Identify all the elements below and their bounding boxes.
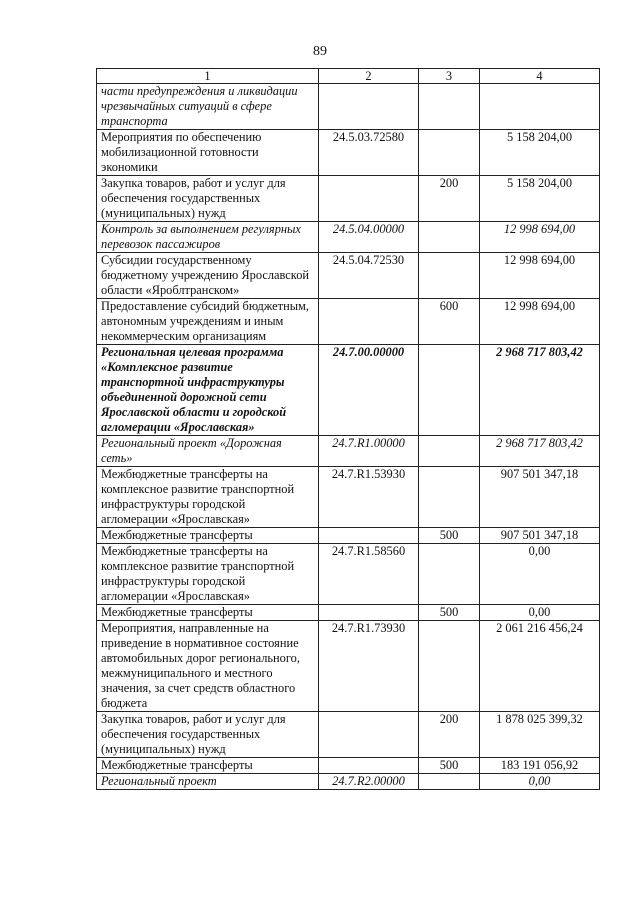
row-expense-type-cell (419, 222, 480, 253)
table-row (97, 774, 600, 790)
table-row (97, 712, 600, 758)
table-row (97, 544, 600, 605)
row-amount-cell: 12 998 694,00 (480, 253, 600, 299)
row-expense-type-cell (419, 467, 480, 528)
row-expense-type-cell (419, 621, 480, 712)
row-name-cell: Региональная целевая программа «Комплексное развитие транспортной инфраструктуры объединенной дорожной сети Ярославской области и городской агломерации «Ярославская» (97, 345, 319, 436)
row-expense-type-cell: 200 (419, 176, 480, 222)
row-amount-cell: 907 501 347,18 (480, 528, 600, 544)
row-code-cell: 24.7.R2.00000 (319, 774, 419, 790)
row-amount-cell: 0,00 (480, 605, 600, 621)
row-code-cell: 24.7.R1.58560 (319, 544, 419, 605)
table-row (97, 621, 600, 712)
row-code-cell: 24.7.R1.73930 (319, 621, 419, 712)
table-row (97, 605, 600, 621)
row-name-cell: Межбюджетные трансферты на комплексное развитие транспортной инфраструктуры городской агломерации «Ярославская» (97, 544, 319, 605)
table-row (97, 345, 600, 436)
row-name-cell: Межбюджетные трансферты на комплексное развитие транспортной инфраструктуры городской агломерации «Ярославская» (97, 467, 319, 528)
row-code-cell (319, 299, 419, 345)
row-name-cell: Предоставление субсидий бюджетным, автономным учреждениям и иным некоммерческим организациям (97, 299, 319, 345)
row-amount-cell: 2 968 717 803,42 (480, 436, 600, 467)
header-col-2: 2 (319, 69, 419, 84)
row-expense-type-cell: 500 (419, 758, 480, 774)
row-expense-type-cell: 200 (419, 712, 480, 758)
header-col-4: 4 (480, 69, 600, 84)
row-code-cell: 24.5.04.72530 (319, 253, 419, 299)
row-amount-cell: 5 158 204,00 (480, 176, 600, 222)
row-name-cell: Региональный проект (97, 774, 319, 790)
row-amount-cell: 1 878 025 399,32 (480, 712, 600, 758)
table-row (97, 528, 600, 544)
table-row (97, 253, 600, 299)
table-row (97, 467, 600, 528)
header-col-3: 3 (419, 69, 480, 84)
row-code-cell: 24.7.R1.00000 (319, 436, 419, 467)
table-row (97, 436, 600, 467)
page-number: 89 (313, 44, 327, 59)
table-header-row (97, 69, 600, 84)
row-name-cell: части предупреждения и ликвидации чрезвычайных ситуаций в сфере транспорта (97, 84, 319, 130)
row-expense-type-cell (419, 436, 480, 467)
table-row (97, 758, 600, 774)
row-name-cell: Субсидии государственному бюджетному учреждению Ярославской области «Яроблтранском» (97, 253, 319, 299)
row-name-cell: Закупка товаров, работ и услуг для обеспечения государственных (муниципальных) нужд (97, 712, 319, 758)
row-code-cell: 24.5.03.72580 (319, 130, 419, 176)
row-amount-cell: 5 158 204,00 (480, 130, 600, 176)
table-row (97, 176, 600, 222)
header-col-1: 1 (97, 69, 319, 84)
row-code-cell (319, 758, 419, 774)
row-name-cell: Региональный проект «Дорожная сеть» (97, 436, 319, 467)
row-code-cell (319, 84, 419, 130)
row-amount-cell: 183 191 056,92 (480, 758, 600, 774)
row-amount-cell: 12 998 694,00 (480, 222, 600, 253)
row-expense-type-cell: 600 (419, 299, 480, 345)
row-amount-cell: 12 998 694,00 (480, 299, 600, 345)
table-body (97, 84, 600, 790)
row-code-cell: 24.7.00.00000 (319, 345, 419, 436)
row-name-cell: Закупка товаров, работ и услуг для обеспечения государственных (муниципальных) нужд (97, 176, 319, 222)
row-expense-type-cell (419, 253, 480, 299)
row-expense-type-cell (419, 130, 480, 176)
row-name-cell: Контроль за выполнением регулярных перевозок пассажиров (97, 222, 319, 253)
table-row (97, 130, 600, 176)
row-code-cell (319, 176, 419, 222)
row-expense-type-cell (419, 345, 480, 436)
row-name-cell: Мероприятия по обеспечению мобилизационной готовности экономики (97, 130, 319, 176)
budget-table (96, 68, 600, 790)
row-code-cell: 24.5.04.00000 (319, 222, 419, 253)
row-expense-type-cell: 500 (419, 528, 480, 544)
table-row (97, 299, 600, 345)
row-name-cell: Мероприятия, направленные на приведение в нормативное состояние автомобильных дорог регионального, межмуниципального и местного значения, за счет средств областного бюджета (97, 621, 319, 712)
row-amount-cell: 907 501 347,18 (480, 467, 600, 528)
row-name-cell: Межбюджетные трансферты (97, 605, 319, 621)
row-amount-cell: 0,00 (480, 774, 600, 790)
table-row (97, 222, 600, 253)
row-name-cell: Межбюджетные трансферты (97, 758, 319, 774)
row-code-cell (319, 528, 419, 544)
table-row (97, 84, 600, 130)
row-amount-cell: 0,00 (480, 544, 600, 605)
row-amount-cell: 2 061 216 456,24 (480, 621, 600, 712)
row-expense-type-cell (419, 84, 480, 130)
row-amount-cell (480, 84, 600, 130)
row-code-cell (319, 605, 419, 621)
row-amount-cell: 2 968 717 803,42 (480, 345, 600, 436)
row-expense-type-cell (419, 774, 480, 790)
row-code-cell: 24.7.R1.53930 (319, 467, 419, 528)
row-code-cell (319, 712, 419, 758)
row-expense-type-cell: 500 (419, 605, 480, 621)
row-expense-type-cell (419, 544, 480, 605)
row-name-cell: Межбюджетные трансферты (97, 528, 319, 544)
